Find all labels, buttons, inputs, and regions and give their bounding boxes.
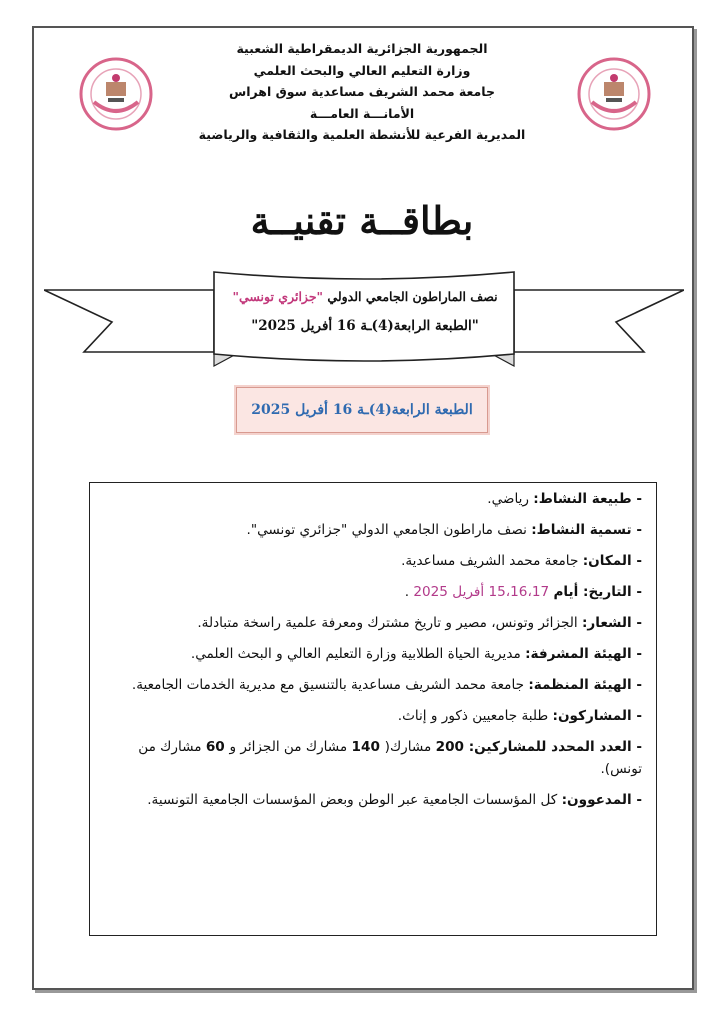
detail-value: مديرية الحياة الطلابية وزارة التعليم العالي و البحث العلمي. [190,646,526,662]
banner-event-name [200,289,530,304]
banner-event-highlight: "جزائري تونسي" [232,289,324,304]
detail-value: نصف ماراطون الجامعي الدولي "جزائري تونسي". [246,522,532,538]
detail-value: جامعة محمد الشريف مساعدية. [401,553,583,569]
detail-nature [104,488,642,510]
university-logo-left [78,56,154,132]
header-directorate: المديرية الفرعية للأنشطة العلمية والثقافية والرياضية [198,127,526,142]
detail-slogan [104,612,642,634]
detail-label: - المشاركون: [552,708,642,724]
detail-invitees [104,789,642,811]
detail-participant-count [104,736,642,780]
detail-value: الجزائر وتونس، مصير و تاريخ مشترك ومعرفة علمية راسخة متبادلة. [197,615,582,631]
details-list [104,488,642,820]
university-logo-right [576,56,652,132]
detail-name [104,519,642,541]
detail-label: - التاريخ: أيام [553,584,642,600]
header-ministry: وزارة التعليم العالي والبحث العلمي [253,62,471,78]
detail-algeria-count: 140 [351,739,385,755]
banner-event-prefix: نصف الماراطون الجامعي الدولي [327,289,498,304]
detail-label: - الهيئة المشرفة: [525,646,642,662]
detail-total: 200 [435,739,469,755]
detail-label: - تسمية النشاط: [531,522,642,538]
detail-value: مشارك من تونس). [138,739,642,777]
detail-organizer [104,674,642,696]
detail-value: مشارك( [384,739,436,755]
detail-label: - المكان: [582,553,642,569]
detail-label: - المدعوون: [561,792,642,808]
edition-date-box: الطبعة الرابعة(4)ـة 16 أفريل 2025 [236,387,488,433]
detail-value: جامعة محمد الشريف مساعدية بالتنسيق مع مديرية الخدمات الجامعية. [131,677,529,693]
detail-value: كل المؤسسات الجامعية عبر الوطن وبعض المؤسسات الجامعية التونسية. [147,792,562,808]
detail-label: - الهيئة المنظمة: [528,677,642,693]
detail-participants [104,705,642,727]
header-secretariat: الأمانـــة العامـــة [309,105,415,121]
header-university: جامعة محمد الشريف مساعدية سوق اهراس [229,84,495,99]
detail-date-highlight: 15،16،17 أفريل 2025 [413,584,554,600]
header-republic: الجمهورية الجزائرية الديمقراطية الشعبية [236,41,488,56]
document-title: بطاقــة تقنيــة [250,198,474,243]
detail-value: مشارك من الجزائر و [229,739,352,755]
detail-tunisia-count: 60 [205,739,230,755]
detail-label: - طبيعة النشاط: [533,491,642,507]
detail-supervisor [104,643,642,665]
detail-value: رياضي. [487,491,534,507]
detail-date [104,581,642,603]
document-header [150,38,574,146]
detail-place [104,550,642,572]
detail-label: - الشعار: [581,615,642,631]
detail-value: . [404,584,414,600]
detail-value: طلبة جامعيين ذكور و إناث. [397,708,553,724]
detail-label: - العدد المحدد للمشاركين: [468,739,642,755]
banner-edition: "الطبعة الرابعة(4)ـة 16 أفريل 2025" [251,318,479,334]
